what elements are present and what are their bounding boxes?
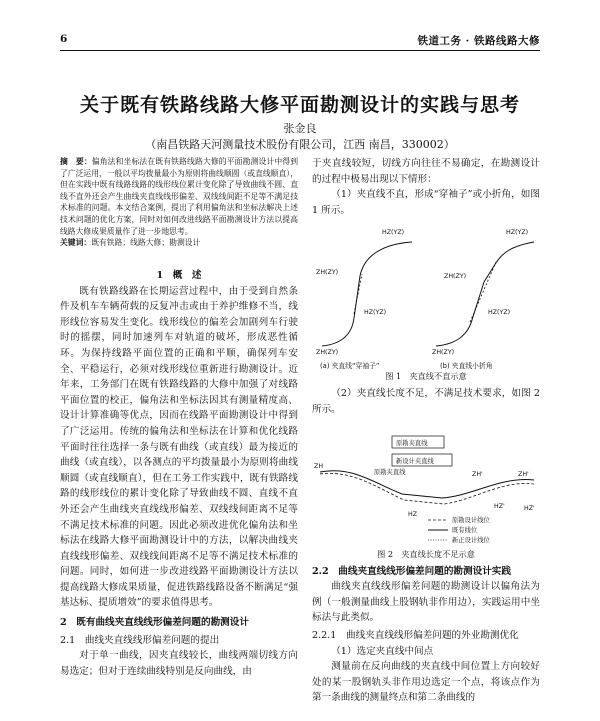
fig2-box-2-text: 新设计夹直线: [396, 457, 434, 465]
fig2-legend-2: 既有线位: [452, 526, 478, 534]
fig1-sub-b: (b) 夹直线小折角: [440, 362, 493, 371]
section-2-2-1-subheading: （1）选定夹直线中间点: [331, 645, 434, 657]
fig1a-curve: [322, 242, 412, 346]
fig1a-label-1: HZ(YZ): [382, 229, 405, 237]
fig1a-label-2: ZH(ZY): [316, 269, 339, 277]
fig2-label-4: HZ: [408, 510, 418, 518]
fig1b-label-3: HZ(YZ): [488, 309, 511, 317]
keywords-label: 关键词：: [60, 238, 92, 248]
figure-1: [312, 222, 540, 382]
figure-1-caption: 图 1 夹直线不直示意: [385, 371, 467, 382]
header-rule: [60, 50, 540, 51]
fig1b-curve: [436, 242, 534, 346]
right-column: [312, 156, 540, 706]
fig2-label-3: ZH: [314, 462, 324, 470]
section-2-1-paragraph: 对于单一曲线，因夹直线较长，曲线两端切线方向易选定；但对于连续曲线特别是反向曲线，由: [60, 650, 298, 677]
section-2-2-paragraph: 曲线夹直线线形偏差问题的勘测设计以偏角法为例（一般测量曲线上股钢轨非作用边），实践运用中坐标法与此类似。: [312, 581, 540, 624]
paper-title: 关于既有铁路线路大修平面勘测设计的实践与思考: [79, 94, 520, 116]
fig2-existing-line: [320, 470, 534, 497]
abstract-label: 摘 要：: [60, 157, 92, 166]
journal-name: 铁道工务 · 铁路线路大修: [417, 35, 540, 47]
fig1b-label-4: ZH(ZY): [432, 349, 455, 357]
author: 张金良: [283, 122, 317, 135]
abstract: [60, 156, 298, 249]
section-1-paragraph: 既有铁路线路在长期运营过程中，由于受到自然条件及机车车辆荷载的反复冲击或由于养护维修不当，线形线位容易发生变化。线形线位的偏差会加剧列车行驶时的摇摆，同时加速列车对轨道的破坏，形成恶性循环。为保持线路平面位置的正确和平顺，确保列车安全、平稳运行，必须对线形线位重新进行勘测设计。近年来，工务部门在既有铁路线路的大修中加强了对线路平面位置的校正，偏角法和坐标法因其有测量精度高、设计计算准确等优点，因而在线路平面勘测设计中得到了广泛运用。传统的偏角法和坐标法在计算和优化线路平面时往往选择一条与既有曲线（或直线）最为接近的曲线（或直线），以各测点的平均拨量最小为原则将曲线顺圆（或直线顺直），但在工务工作实践中，既有铁路线路的线形线位的累计变化除了导致曲线不圆、直线不直外还会产生曲线夹直线线形偏差、双线线间距离不足等不满足技术标准的问题。因此必须改进优化偏角法和坐标法在线路大修平面勘测设计中的方法，以解决曲线夹直线线形偏差、双线线间距离不足等不满足技术标准的问题。同时，如何进一步改进线路平面勘测设计方法以提高线路大修成果质量，促进铁路线路设备不断满足“强基达标、提质增效”的要求值得思考。: [60, 285, 298, 609]
fig2-legend-1: 原勘设计线位: [452, 516, 490, 524]
section-2-2-1-paragraph: 测量前在反向曲线的夹直线中间位置上方向较好处的某一股钢轨头非作用边选定一个点，将该点作为第一条曲线的测量终点和第二条曲线的: [312, 661, 540, 704]
figure-2: [312, 420, 540, 560]
abstract-text: 偏角法和坐标法在既有铁路线路大修的平面勘测设计中得到了广泛运用，一般以平均拨量最小为原则将曲线顺圆（或直线顺直），但在实践中既有线路线路的线形线位累计变化除了导致曲线不圆、直线不直外还会产生曲线夹直线线形偏差、双线线间距不足等不满足技术标准的问题。本文结合案例，提出了利用偏角法和坐标法解决上述技术问题的优化方案，同时对如何改进线路平面勘测设计方法以提高线路大修成果质量作了进一步地思考。: [60, 157, 299, 236]
section-2-1-heading: 2.1 曲线夹直线线形偏差问题的提出: [60, 634, 220, 646]
figure-1-diagram: [312, 222, 540, 370]
fig1a-label-3: HZ(YZ): [364, 309, 387, 317]
fig1a-label-4: ZH(ZY): [316, 349, 339, 357]
fig1b-label-2: ZH(ZY): [444, 273, 467, 281]
fig1-sub-a: (a) 夹直线“穿袖子”: [320, 362, 380, 371]
page-number: 6: [60, 33, 68, 45]
figure-2-diagram: [312, 420, 540, 548]
section-1-heading: 1 概 述: [156, 270, 202, 281]
fig2-label-6: HZ': [494, 502, 505, 510]
right-paragraph-2: （1）夹直线不直，形成“穿袖子”或小折角，如图 1 所示。: [312, 189, 540, 216]
page-header: [60, 33, 540, 49]
figure-2-caption: 图 2 夹直线长度不足示意: [377, 548, 475, 559]
right-paragraph-1: 于夹直线较短，切线方向往往不易确定，在勘测设计的过程中极易出现以下情形：: [312, 158, 540, 185]
section-2-2-heading: 2.2 曲线夹直线线形偏差问题的勘测设计实践: [312, 565, 511, 577]
affiliation: （南昌铁路天河测量技术股份有限公司，江西 南昌，330002）: [145, 138, 455, 151]
left-column: [60, 264, 298, 679]
fig2-legend-3: 新正设计线位: [452, 536, 490, 544]
fig2-label-7: ZH': [518, 470, 529, 478]
fig2-label-1: 原勘夹直线: [374, 468, 406, 476]
section-2-2-1-heading: 2.2.1 曲线夹直线线形偏差问题的外业勘测优化: [312, 629, 519, 641]
section-2-heading: 2 既有曲线夹直线线形偏差问题的勘测设计: [60, 617, 249, 629]
right-paragraph-3: （2）夹直线长度不足，不满足技术要求，如图 2 所示。: [312, 388, 540, 415]
fig2-label-5: ZH': [472, 470, 483, 478]
keywords: 既有铁路；线路大修；勘测设计: [91, 238, 201, 248]
fig1b-label-1: HZ(YZ): [506, 229, 529, 237]
fig2-label-8: HZ': [524, 504, 535, 512]
fig2-box-1-text: 原勘夹直线: [396, 439, 428, 447]
